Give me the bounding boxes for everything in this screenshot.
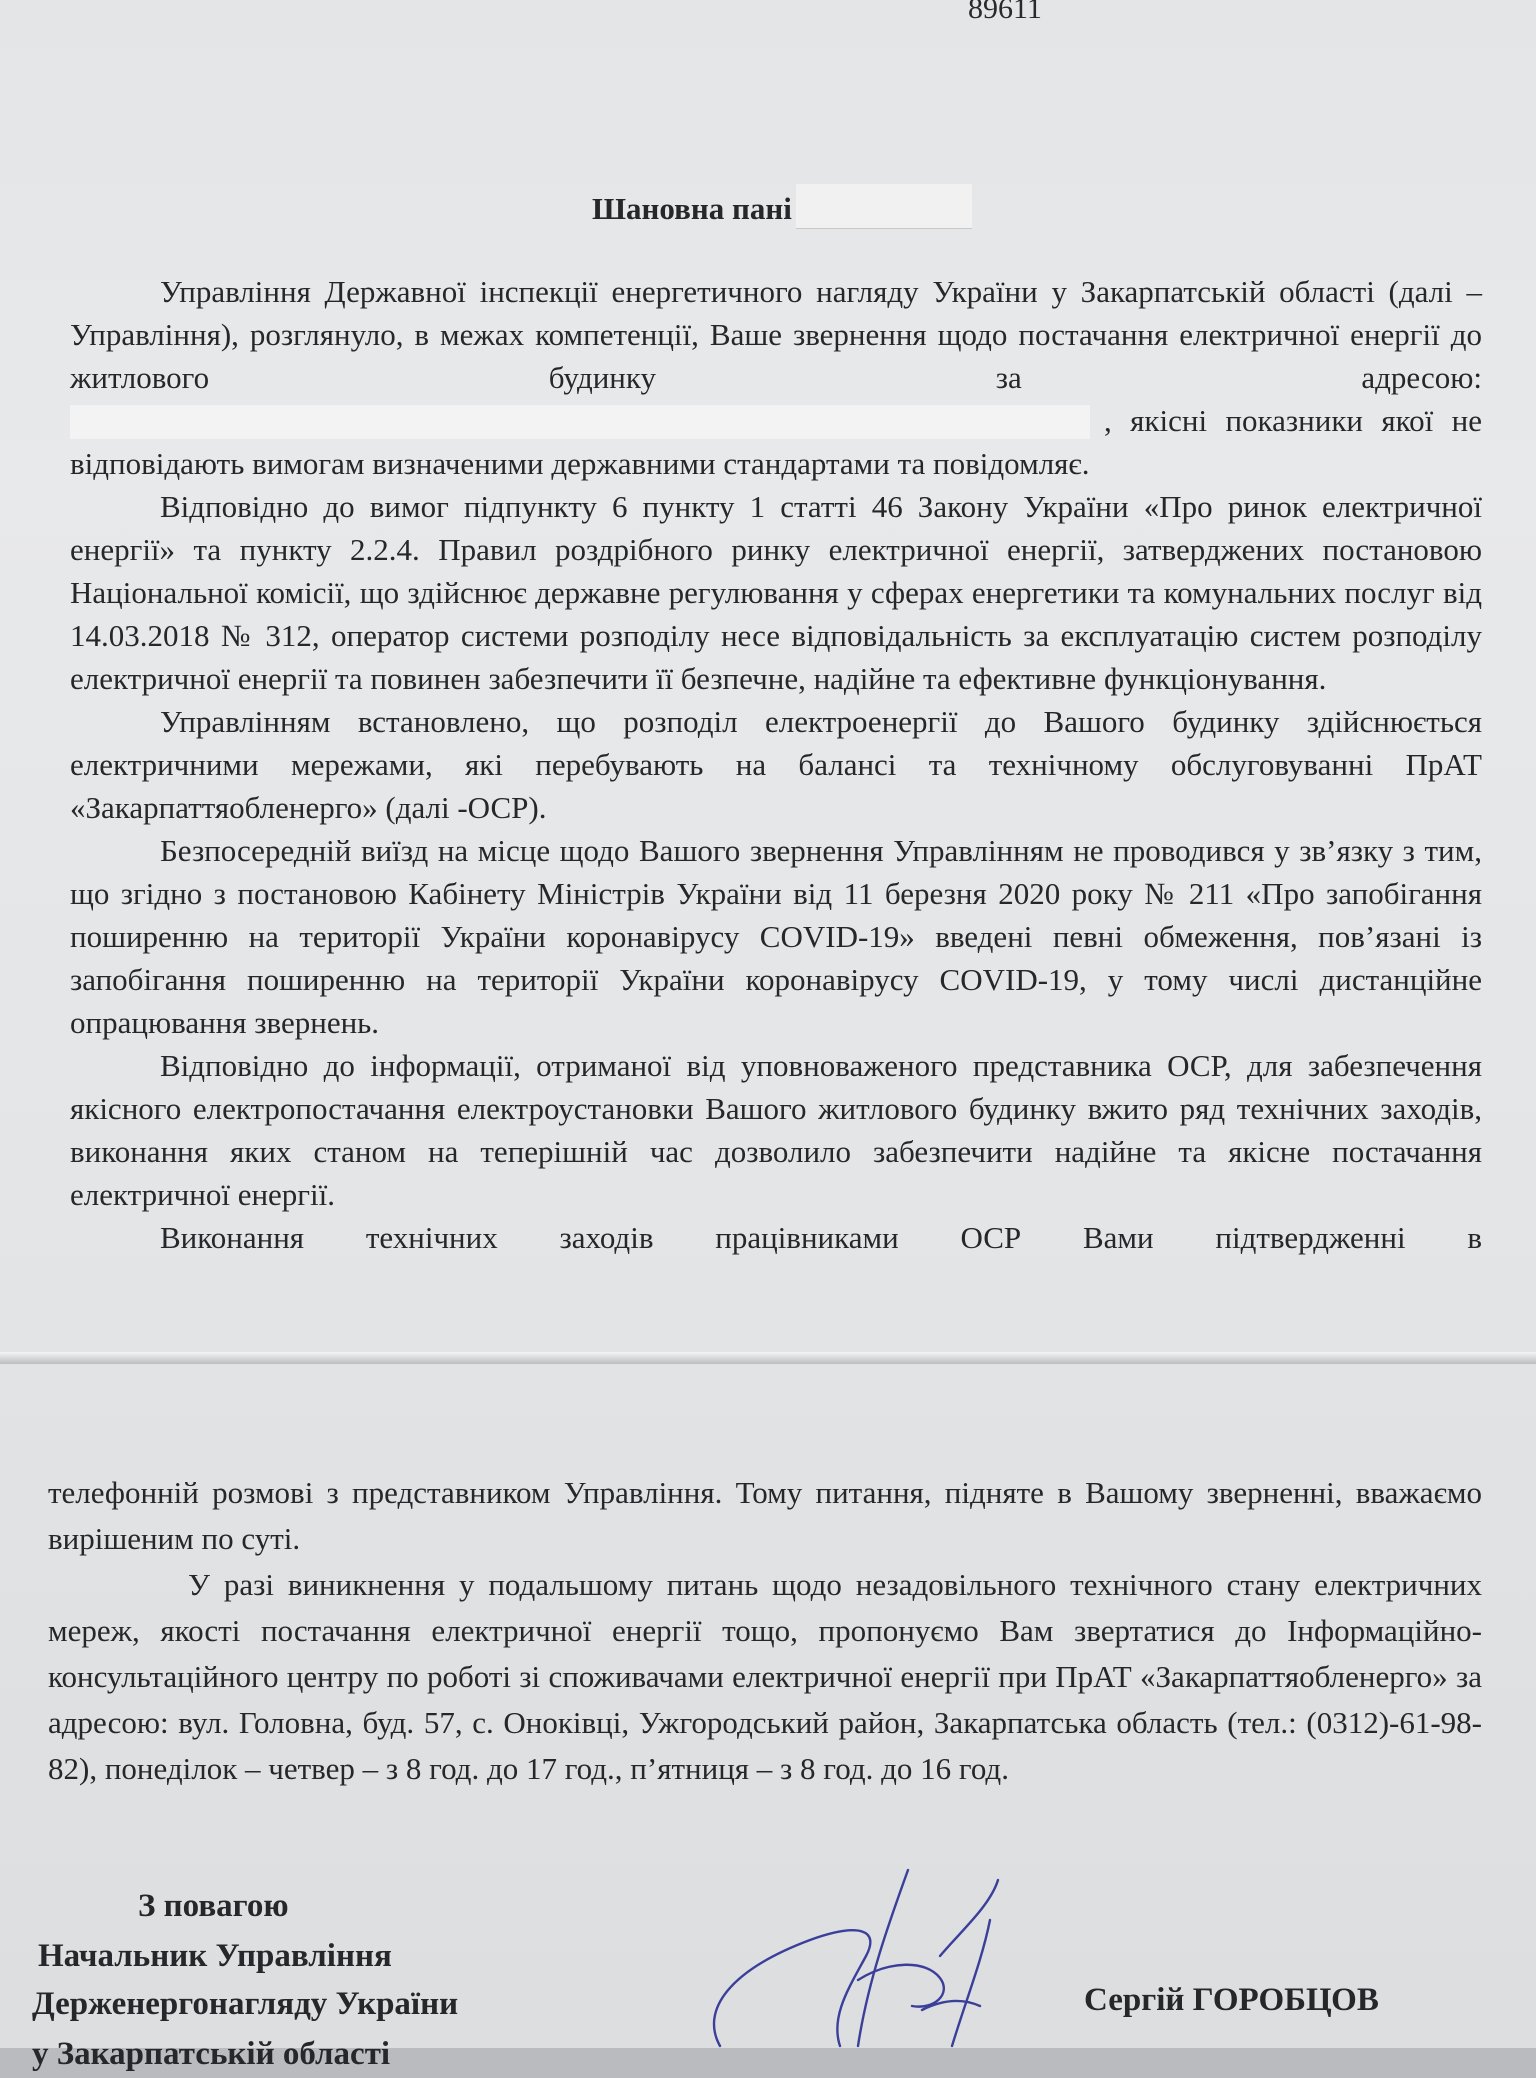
signer-name: Сергій ГОРОБЦОВ xyxy=(1084,1982,1379,2018)
document-number: 89611 xyxy=(968,0,1042,25)
paragraph: телефонній розмові з представником Управління. Тому питання, підняте в Вашому зверненні, вважаємо вирішеним по суті. xyxy=(48,1475,1482,1556)
signer-position-line: Начальник Управління xyxy=(38,1938,392,1974)
paragraph-text: Управління Державної інспекції енергетичного нагляду України у Закарпатській області (далі – Управління), розглянуло, в межах компетенції, Ваше звернення щодо постачання електричної енергії до житлового будинку за адресою: xyxy=(70,274,1482,395)
paragraph: Управлінням встановлено, що розподіл електроенергії до Вашого будинку здійснюється електричними мережами, які перебувають на балансі та технічному обслуговуванні ПрАТ «Закарпаттяобленерго» (далі -ОСР). xyxy=(70,704,1482,825)
letter-body-part-2 xyxy=(48,1470,1482,1792)
salutation-text: Шановна пані xyxy=(592,191,792,226)
handwritten-signature xyxy=(690,1860,1070,2048)
redacted-address xyxy=(70,405,1090,439)
closing-regards: З повагою xyxy=(138,1888,289,1924)
paragraph xyxy=(70,270,1482,485)
paragraph: Відповідно до вимог підпункту 6 пункту 1 статті 46 Закону України «Про ринок електричної енергії» та пункту 2.2.4. Правил роздрібного ринку електричної енергії, затверджених постановою Національної комісії, що здійснює державне регулювання у сферах енергетики та комунальних послуг від 14.03.2018 № 312, оператор системи розподілу несе відповідальність за експлуатацію систем розподілу електричної енергії та повинен забезпечити її безпечне, надійне та ефективне функціонування. xyxy=(70,489,1482,696)
page-fold xyxy=(0,1352,1536,1364)
paragraph: Безпосередній виїзд на місце щодо Вашого звернення Управлінням не проводився у зв’язку з тим, що згідно з постановою Кабінету Міністрів України від 11 березня 2020 року № 211 «Про запобігання поширенню на території України коронавірусу COVID-19» введені певні обмеження, пов’язані із запобігання поширенню на території України коронавірусу COVID-19, у тому числі дистанційне опрацювання звернень. xyxy=(70,833,1482,1040)
signer-position-line: Держенергонагляду України xyxy=(32,1986,459,2022)
paragraph: У разі виникнення у подальшому питань щодо незадовільного технічного стану електричних мереж, якості постачання електричної енергії тощо, пропонуємо Вам звертатися до Інформаційно-консультаційного центру по роботі зі споживачами електричної енергії при ПрАТ «Закарпаттяобленерго» за адресою: вул. Головна, буд. 57, с. Оноківці, Ужгородський район, Закарпатська область (тел.: (0312)-61-98-82), понеділок – четвер – з 8 год. до 17 год., п’ятниця – з 8 год. до 16 год. xyxy=(48,1567,1482,1786)
redacted-name xyxy=(796,184,972,229)
paragraph: Відповідно до інформації, отриманої від уповноваженого представника ОСР, для забезпечення якісного електропостачання електроустановки Вашого житлового будинку вжито ряд технічних заходів, виконання яких станом на теперішній час дозволило забезпечити надійне та якісне постачання електричної енергії. xyxy=(70,1048,1482,1212)
signer-position-line: у Закарпатській області xyxy=(32,2036,391,2072)
letter-body-part-1 xyxy=(70,270,1482,1259)
paragraph: Виконання технічних заходів працівниками ОСР Вами підтвердженні в xyxy=(160,1220,1482,1255)
paragraph-text: , якісні показники якої не відповідають вимогам визначеними державними стандартами та повідомляє. xyxy=(70,403,1482,481)
salutation xyxy=(592,184,972,229)
